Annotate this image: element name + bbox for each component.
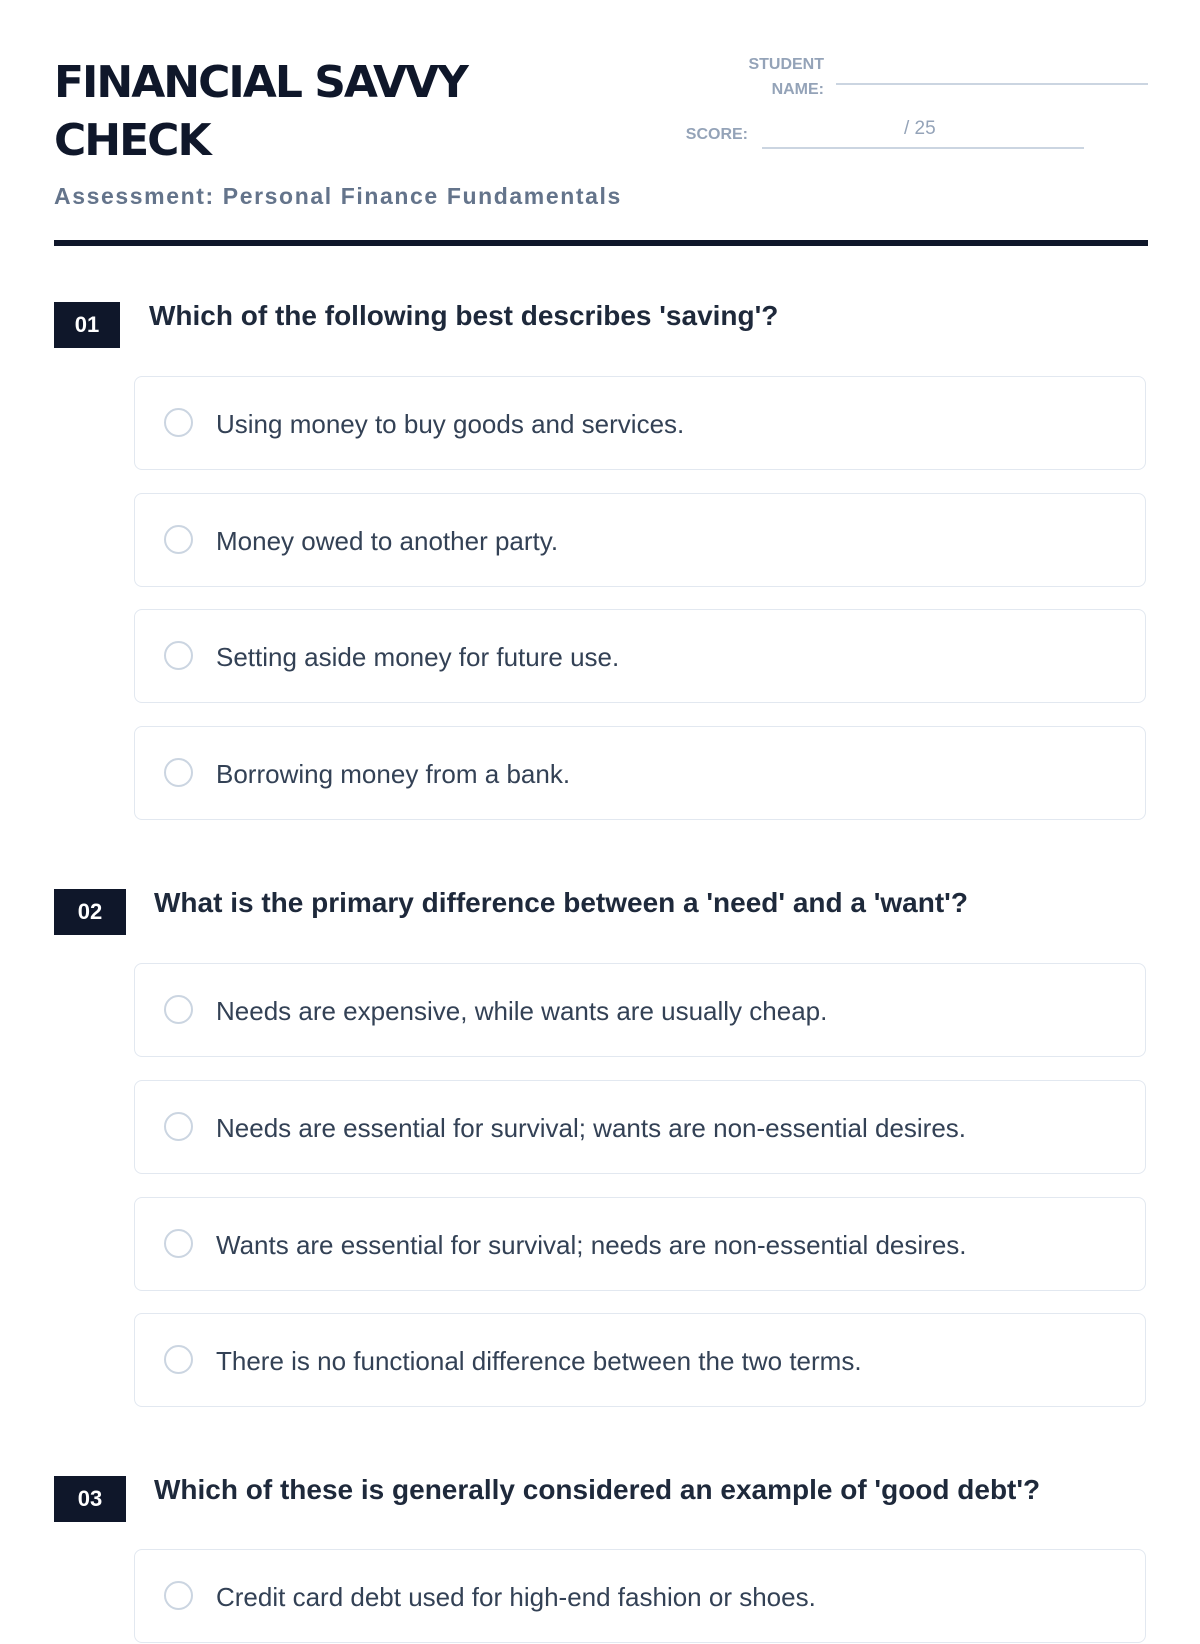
answer-option[interactable] — [134, 726, 1146, 820]
header-divider — [54, 240, 1148, 246]
question-number-badge: 01 — [54, 302, 120, 348]
answer-option-label: Wants are essential for survival; needs are non-essential desires. — [216, 1230, 967, 1260]
answer-option[interactable] — [134, 1080, 1146, 1174]
radio-button[interactable] — [164, 1112, 193, 1141]
answer-option-label: Needs are expensive, while wants are usually cheap. — [216, 996, 828, 1026]
student-name-field[interactable] — [836, 83, 1148, 85]
question-text: Which of these is generally considered an example of 'good debt'? — [154, 1474, 1041, 1505]
answer-option-label: There is no functional difference between the two terms. — [216, 1346, 862, 1376]
page-title — [54, 54, 574, 170]
answer-option[interactable] — [134, 1549, 1146, 1643]
radio-button[interactable] — [164, 408, 193, 437]
radio-button[interactable] — [164, 1581, 193, 1610]
answer-option-label: Credit card debt used for high-end fashion or shoes. — [216, 1582, 816, 1612]
student-name-label-line2: NAME: — [771, 81, 824, 98]
answer-option[interactable] — [134, 1197, 1146, 1291]
answer-option[interactable] — [134, 376, 1146, 470]
answer-option-label: Using money to buy goods and services. — [216, 409, 685, 439]
answer-option-label: Borrowing money from a bank. — [216, 759, 571, 789]
answer-option[interactable] — [134, 1313, 1146, 1407]
question-text: Which of the following best describes 'saving'? — [149, 300, 779, 331]
answer-option-label: Setting aside money for future use. — [216, 642, 620, 672]
answer-option[interactable] — [134, 493, 1146, 587]
answer-option[interactable] — [134, 609, 1146, 703]
student-name-label-line1: STUDENT — [748, 56, 824, 73]
page-title-line2: CHECK — [54, 115, 210, 166]
score-label: SCORE: — [685, 126, 748, 143]
radio-button[interactable] — [164, 641, 193, 670]
radio-button[interactable] — [164, 1345, 193, 1374]
page-title-line1: FINANCIAL SAVVY — [54, 57, 467, 108]
score-field[interactable] — [762, 147, 1084, 149]
score-total: / 25 — [904, 118, 936, 139]
student-name-label — [700, 52, 824, 102]
page-subtitle: Assessment: Personal Finance Fundamentals — [54, 183, 622, 209]
answer-option-label: Needs are essential for survival; wants are non-essential desires. — [216, 1113, 967, 1143]
radio-button[interactable] — [164, 758, 193, 787]
radio-button[interactable] — [164, 1229, 193, 1258]
question-number-badge: 03 — [54, 1476, 126, 1522]
radio-button[interactable] — [164, 995, 193, 1024]
answer-option[interactable] — [134, 963, 1146, 1057]
question-number-badge: 02 — [54, 889, 126, 935]
question-text: What is the primary difference between a 'need' and a 'want'? — [154, 887, 968, 918]
radio-button[interactable] — [164, 525, 193, 554]
answer-option-label: Money owed to another party. — [216, 526, 559, 556]
